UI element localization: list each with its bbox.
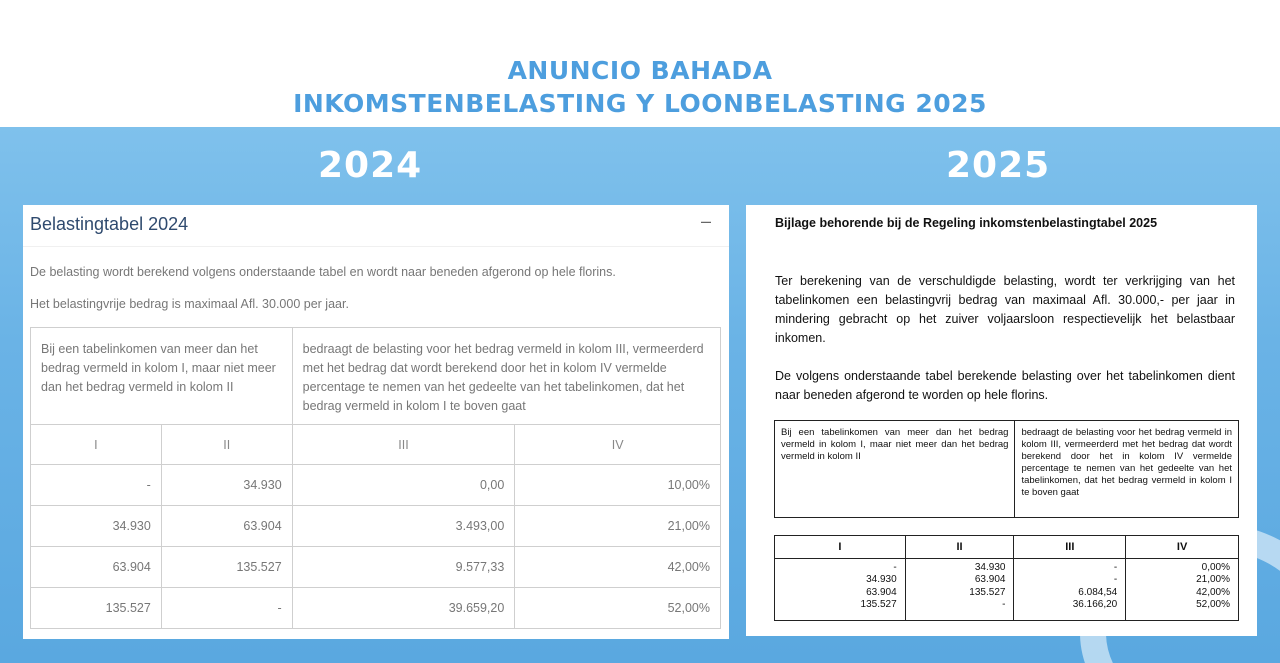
column-header: III [292,425,515,465]
column-header: III [1014,536,1126,559]
table-cell: 36.166,20 [1072,598,1118,610]
column-iv-values [1126,559,1239,621]
table-cell: 63.904 [974,574,1006,586]
rounding-note: De belasting wordt berekend volgens onderstaande tabel en wordt naar beneden afgerond op hele florins. [30,265,616,279]
table-cell: 0,00 [292,465,515,506]
header-title-line1: ANUNCIO BAHADA [507,56,773,85]
table-cell: 63.904 [866,586,897,598]
table-cell: 34.930 [161,465,292,506]
tax-free-amount-paragraph: Ter berekening van de verschuldigde belasting, wordt ter verkrijging van het tabelinkomen een belastingvrij bedrag van maximaal Afl. 30.000,- per jaar in mindering gebracht op het zuiver voljaarsloon respectievelijk het belastbaar inkomen. [775,274,1235,345]
year-label-2025: 2025 [946,145,1051,186]
table-cell: 34.930 [974,562,1006,573]
tax-table-2024-panel [23,205,729,639]
table-row [31,547,721,588]
panel-header [23,205,729,247]
panel-title: Belastingtabel 2024 [30,214,189,234]
year-label-2024: 2024 [318,145,423,186]
column-header: II [161,425,292,465]
table-cell: 39.659,20 [292,588,515,629]
table-cell: 63.904 [161,506,292,547]
table-cell: 135.527 [31,588,162,629]
table-cell: - [1113,574,1118,586]
table-cell: 52,00% [1196,598,1230,610]
page-header [0,0,1280,127]
description-right: bedraagt de belasting voor het bedrag vermeld in kolom III, vermeerderd met het bedrag dat wordt berekend door het in kolom IV vermelde percentage te nemen van het gedeelte van het tabelinkomen, dat het bedrag vermeld in kolom I te boven gaat [292,328,720,425]
table-cell: 3.493,00 [292,506,515,547]
table-cell: 135.527 [969,586,1006,598]
table-description-box [774,420,1239,518]
table-description-row [31,328,721,425]
column-header: II [905,536,1014,559]
tax-table-2025 [774,535,1239,621]
table-cell: - [1002,598,1006,610]
document-title: Bijlage behorende bij de Regeling inkomstenbelastingtabel 2025 [775,216,1158,230]
table-cell: 52,00% [515,588,721,629]
table-cell: - [161,588,292,629]
column-header: IV [515,425,721,465]
table-row [31,465,721,506]
tax-free-amount-note: Het belastingvrije bedrag is maximaal Afl. 30.000 per jaar. [30,297,349,311]
table-cell: 135.527 [860,598,897,610]
description-right: bedraagt de belasting voor het bedrag vermeld in kolom III, vermeerderd met het bedrag dat wordt berekend door het in kolom IV vermelde percentage te nemen van het gedeelte van het tabelinkomen, dat het bedrag vermeld in kolom I te boven gaat [1015,421,1239,518]
table-cell: 9.577,33 [292,547,515,588]
table-cell: 135.527 [161,547,292,588]
table-cell: 10,00% [515,465,721,506]
description-left: Bij een tabelinkomen van meer dan het bedrag vermeld in kolom I, maar niet meer dan het bedrag vermeld in kolom II [31,328,293,425]
tax-table-2024 [30,327,721,629]
table-cell: 34.930 [31,506,162,547]
column-header-row [31,425,721,465]
table-cell: 6.084,54 [1078,586,1118,598]
column-ii-values [905,559,1014,621]
column-header: IV [1126,536,1239,559]
table-cell: 34.930 [866,574,897,586]
column-iii-values [1014,559,1126,621]
table-cell: 21,00% [1196,574,1230,586]
column-header: I [775,536,906,559]
table-cell: - [31,465,162,506]
description-left: Bij een tabelinkomen van meer dan het bedrag vermeld in kolom I, maar niet meer dan het bedrag vermeld in kolom II [775,421,1015,518]
table-cell: 0,00% [1201,562,1230,573]
column-header: I [31,425,162,465]
header-title-line2: INKOMSTENBELASTING Y LOONBELASTING 2025 [293,89,987,118]
collapse-button[interactable]: – [700,211,711,231]
table-cell: - [1113,562,1118,573]
column-header-row [775,536,1239,559]
table-cell: 63.904 [31,547,162,588]
table-body-row [775,559,1239,621]
rounding-paragraph: De volgens onderstaande tabel berekende belasting over het tabelinkomen dient naar beneden afgerond te worden op hele florins. [775,369,1235,402]
table-cell: 21,00% [515,506,721,547]
table-row [31,506,721,547]
table-row [31,588,721,629]
table-cell: 42,00% [1196,586,1230,598]
table-cell: 42,00% [515,547,721,588]
table-cell: - [893,562,897,573]
column-i-values [775,559,906,621]
tax-table-2025-panel [746,205,1257,636]
